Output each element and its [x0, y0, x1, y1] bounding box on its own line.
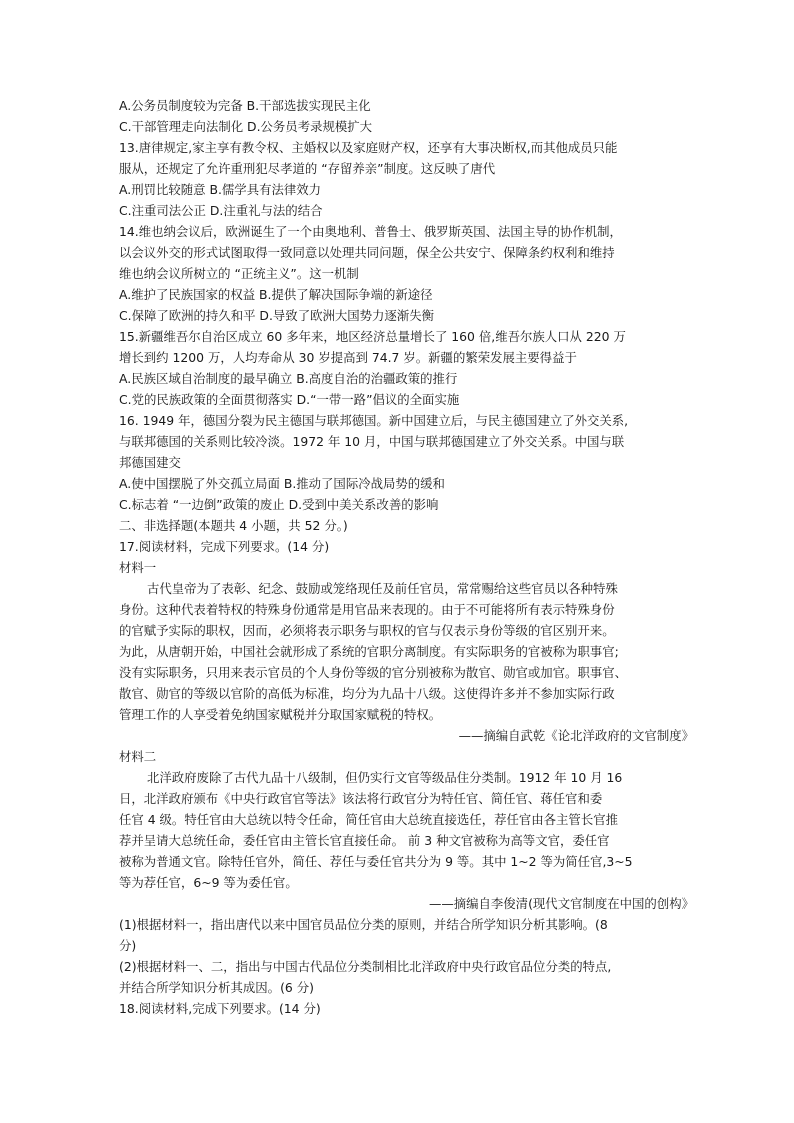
material-2-line: 等为荐任官，6~9 等为委任官。	[119, 875, 298, 890]
material-1-line: 散官、勋官的等级以官阶的高低为标准，均分为九品十八级。这使得许多并不参加实际行政	[119, 686, 615, 701]
q13-stem-line-2: 服从，还规定了允许重刑犯尽孝道的 “存留养亲”制度。这反映了唐代	[119, 161, 496, 176]
material-1-line: 古代皇帝为了表彰、纪念、鼓励或笼络现任及前任官员，常常赐给这些官员以各种特殊	[147, 581, 618, 596]
q14-stem-line-1: 14.维也纳会议后，欧洲诞生了一个由奥地利、普鲁士、俄罗斯英国、法国主导的协作机制，	[119, 224, 622, 239]
q15-option-ab: A.民族区域自治制度的最早确立 B.高度自治的治疆政策的推行	[119, 371, 458, 386]
q14-stem-line-3: 维也纳会议所树立的 “正统主义”。这一机制	[119, 266, 359, 281]
material-1-line: 没有实际职务，只用来表示官员的个人身份等级的官分别被称为散官、勋官或加官。职事官、	[119, 665, 628, 680]
material-2-line: 被称为普通文官。除特任官外，简任、荐任与委任官共分为 9 等。其中 1~2 等为简任官,3~5	[119, 854, 633, 869]
q16-option-ab: A.使中国摆脱了外交孤立局面 B.推动了国际冷战局势的缓和	[119, 476, 445, 491]
material-2-source: ——摘编自李俊清(现代文官制度在中国的创构》	[428, 896, 694, 911]
q12-option-cd: C.干部管理走向法制化 D.公务员考录规模扩大	[119, 119, 373, 134]
material-2-line: 任官 4 级。特任官由大总统以特令任命，简任官由大总统直接选任，荐任官由各主管长官推	[119, 812, 618, 827]
material-1-line: 身份。这种代表着特权的特殊身份通常是用官品来表现的。由于不可能将所有表示特殊身份	[119, 602, 615, 617]
section-heading: 二、非选择题(本题共 4 小题，共 52 分。)	[119, 518, 348, 533]
material-1-line: 的官赋予实际的职权，因而，必须将表示职务与职权的官与仅表示身份等级的官区别开来。	[119, 623, 615, 638]
material-1-label: 材料一	[119, 560, 157, 575]
material-2-line: 北洋政府废除了古代九品十八级制，但仍实行文官等级品住分类制。1912 年 10 月 16	[147, 770, 623, 785]
q14-option-ab: A.维护了民族国家的权益 B.提供了解决国际争端的新途径	[119, 287, 433, 302]
q15-option-cd: C.党的民族政策的全面贯彻落实 D.“一带一路”倡议的全面实施	[119, 392, 460, 407]
q17-sub1-line-2: 分)	[119, 938, 137, 953]
material-2-label: 材料二	[119, 749, 157, 764]
q17-sub2-line-2: 并结合所学知识分析其成因。(6 分)	[119, 980, 314, 995]
q14-stem-line-2: 以会议外交的形式试图取得一致同意以处理共同问题，保全公共安宁、保障条约权利和维持	[119, 245, 615, 260]
q16-stem-line-1: 16. 1949 年，德国分裂为民主德国与联邦德国。新中国建立后，与民主德国建立了外交关系,	[119, 413, 629, 428]
q17-title: 17.阅读材料，完成下列要求。(14 分)	[119, 539, 330, 554]
q15-stem-line-1: 15.新疆维吾尔自治区成立 60 多年来，地区经济总量增长了 160 倍,维吾尔族人口从 220 万	[119, 329, 626, 344]
material-1-line: 为此，从唐朝开始，中国社会就形成了系统的官职分离制度。有实际职务的官被称为职事官;	[119, 644, 619, 659]
q16-option-cd: C.标志着 “一边倒”政策的废止 D.受到中美关系改善的影响	[119, 497, 439, 512]
q14-option-cd: C.保障了欧洲的持久和平 D.导致了欧洲大国势力逐渐失衡	[119, 308, 434, 323]
q13-option-ab: A.刑罚比较随意 B.儒学具有法律效力	[119, 182, 322, 197]
material-2-line: 荐并呈请大总统任命，委任官由主管长官直接任命。 前 3 种文官被称为高等文官，委任官	[119, 833, 610, 848]
q17-sub1-line-1: (1)根据材料一，指出唐代以来中国官员品位分类的原则，并结合所学知识分析其影响。(8	[119, 917, 608, 932]
q17-sub2-line-1: (2)根据材料一、二，指出与中国古代品位分类制相比北洋政府中央行政官品位分类的特点,	[119, 959, 612, 974]
material-1-source: ——摘编自武乾《论北洋政府的文官制度》	[458, 728, 694, 743]
material-2-line: 日，北洋政府颁布《中央行政官官等法》该法将行政官分为特任官、简任官、蒋任官和委	[119, 791, 603, 806]
q12-option-ab: A.公务员制度较为完备 B.干部选拔实现民主化	[119, 98, 371, 113]
material-1-line: 管理工作的人享受着免纳国家赋税并分取国家赋税的特权。	[119, 707, 442, 722]
q13-stem-line-1: 13.唐律规定,家主享有教令权、主婚权以及家庭财产权，还享有大事决断权,而其他成员只能	[119, 140, 618, 155]
q13-option-cd: C.注重司法公正 D.注重礼与法的结合	[119, 203, 323, 218]
q15-stem-line-2: 增长到约 1200 万，人均寿命从 30 岁提高到 74.7 岁。新疆的繁荣发展主要得益于	[119, 350, 577, 365]
q18-title: 18.阅读材料,完成下列要求。(14 分)	[119, 1001, 321, 1016]
q16-stem-line-2: 与联邦德国的关系则比较冷淡。1972 年 10 月，中国与联邦德国建立了外交关系。中国与联	[119, 434, 625, 449]
q16-stem-line-3: 邦德国建交	[119, 455, 181, 470]
